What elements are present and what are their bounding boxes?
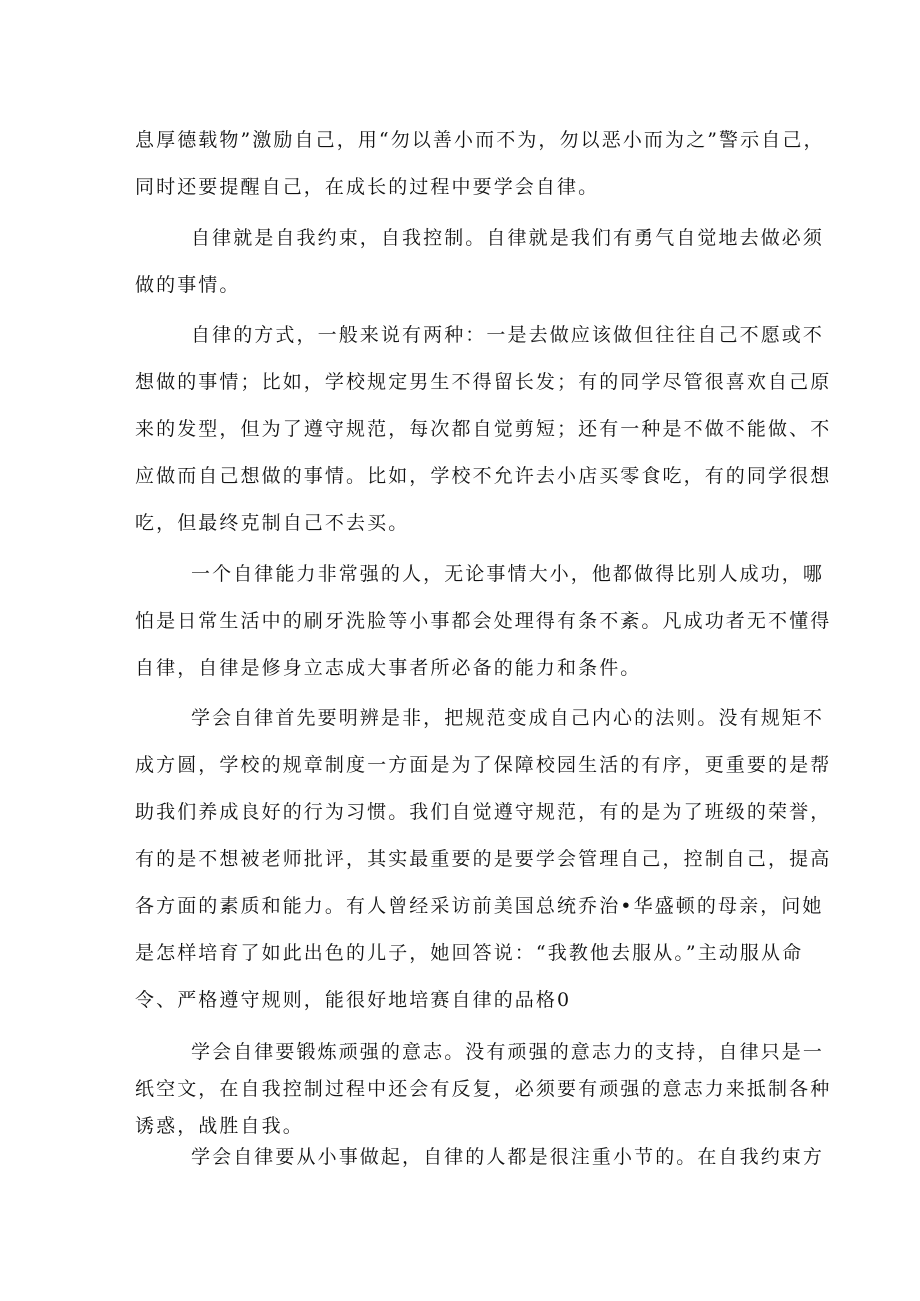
text-line: 助我们养成良好的行为习惯。我们自觉遵守规范，有的是为了班级的荣誉，	[135, 801, 832, 823]
text-line: 令、严格遵守规则，能很好地培赛自律的品格0	[135, 989, 572, 1011]
text-line: 应做而自己想做的事情。比如，学校不允许去小店买零食吃，有的同学很想	[135, 465, 832, 487]
text-line: 纸空文，在自我控制过程中还会有反复，必须要有顽强的意志力来抵制各种	[135, 1078, 832, 1100]
text-line: 自律的方式，一般来说有两种：一是去做应该做但往往自己不愿或不	[191, 324, 825, 346]
paragraph-3	[135, 324, 832, 560]
text-line: 学会自律要锻炼顽强的意志。没有顽强的意志力的支持，自律只是一	[191, 1041, 825, 1063]
paragraph-5	[135, 707, 832, 1037]
text-line: 同时还要提醒自己，在成长的过程中要学会自律。	[135, 176, 600, 198]
text-line: 诱惑，战胜自我。	[135, 1115, 304, 1137]
paragraph-2	[135, 227, 825, 322]
paragraph-4	[135, 563, 832, 705]
text-line: 做的事情。	[135, 274, 241, 296]
text-line: 各方面的素质和能力。有人曾经采访前美国总统乔治•华盛顿的母亲，问她	[135, 895, 824, 917]
text-line: 想做的事情；比如，学校规定男生不得留长发；有的同学尽管很喜欢自己原	[135, 371, 832, 393]
text-line: 息厚德载物”激励自己，用“勿以善小而不为，勿以恶小而为之”警示自己，	[135, 129, 825, 151]
text-line: 一个自律能力非常强的人，无论事情大小，他都做得比别人成功，哪	[191, 563, 825, 585]
text-line: 来的发型，但为了遵守规范，每次都自觉剪短；还有一种是不做不能做、不	[135, 418, 832, 440]
text-line: 有的是不想被老师批评，其实最重要的是要学会管理自己，控制自己，提高	[135, 848, 832, 870]
text-line: 怕是日常生活中的刷牙洗脸等小事都会处理得有条不紊。凡成功者无不懂得	[135, 610, 832, 632]
text-line: 成方圆，学校的规章制度一方面是为了保障校园生活的有序，更重要的是帮	[135, 754, 832, 776]
text-line: 自律，自律是修身立志成大事者所必备的能力和条件。	[135, 657, 642, 679]
text-line: 吃，但最终克制自己不去买。	[135, 512, 410, 534]
paragraph-7	[135, 1146, 825, 1184]
paragraph-6	[135, 1041, 832, 1153]
paragraph-1	[135, 129, 825, 224]
text-line: 学会自律首先要明辨是非，把规范变成自己内心的法则。没有规矩不	[191, 707, 825, 729]
text-line: 自律就是自我约束，自我控制。自律就是我们有勇气自觉地去做必须	[191, 227, 825, 249]
text-line: 学会自律要从小事做起，自律的人都是很注重小节的。在自我约束方	[191, 1146, 825, 1168]
text-line: 是怎样培育了如此出色的儿子，她回答说：“我教他去服从。”主动服从命	[135, 942, 804, 964]
